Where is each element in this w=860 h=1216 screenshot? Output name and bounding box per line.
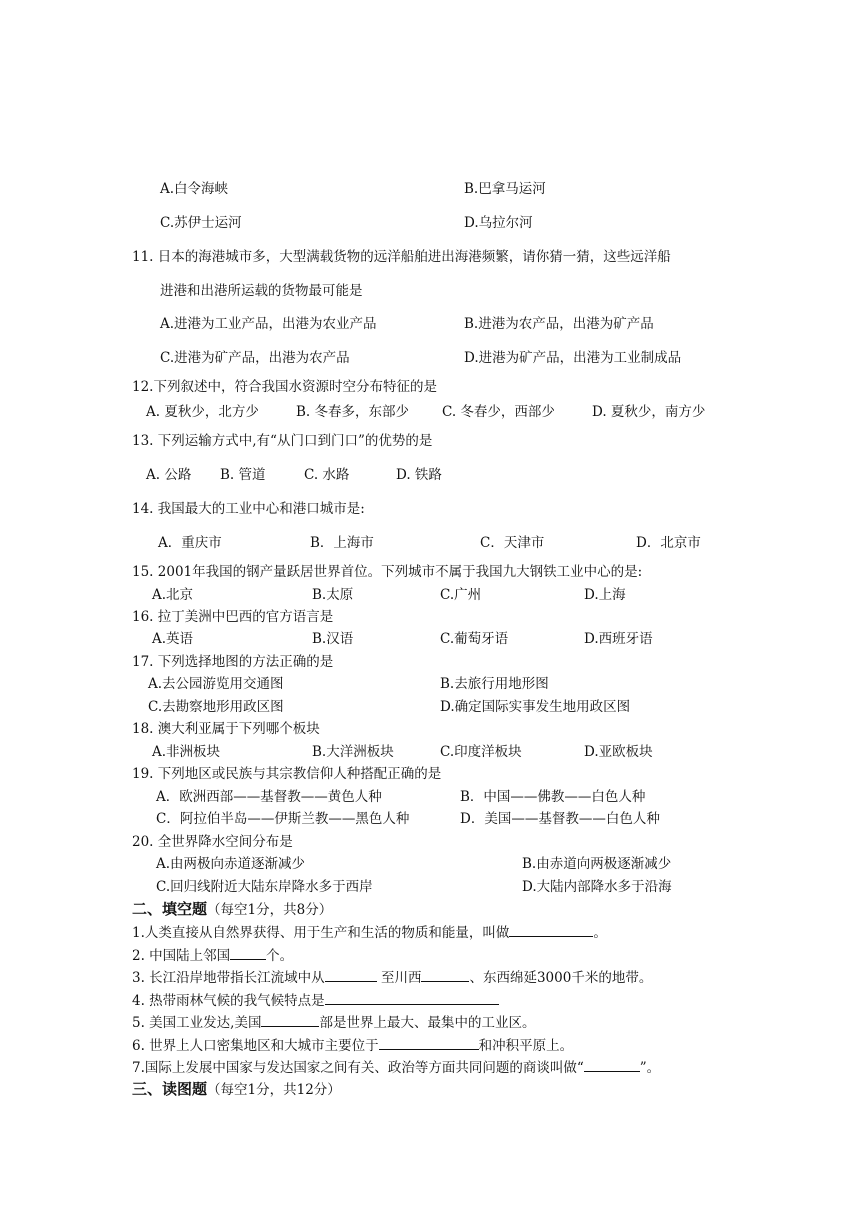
answer-blank[interactable] [379, 1036, 479, 1050]
q15-option-b: B.太原 [312, 587, 354, 603]
q15-stem: 15. 2001年我国的钢产量跃居世界首位。下列城市不属于我国九大钢铁工业中心的是: [132, 564, 643, 580]
q13-option-b: B. 管道 [220, 467, 266, 483]
q12-option-a: A. 夏秋少，北方少 [146, 404, 259, 420]
q14-option-a: A．重庆市 [158, 535, 222, 551]
section2-title: 二、填空题 [132, 900, 208, 918]
q14-option-c: C．天津市 [480, 535, 545, 551]
answer-blank[interactable] [325, 991, 499, 1005]
fill-item-7 [132, 1058, 660, 1077]
fill-item-1 [132, 923, 607, 942]
fill-item-1-text: 1.人类直接从自然界获得、用于生产和生活的物质和能量，叫做 [132, 925, 510, 941]
q12-option-b: B. 冬春多，东部少 [296, 404, 410, 420]
q18-option-d: D.亚欧板块 [584, 744, 653, 760]
q18-option-b: B.大洋洲板块 [312, 744, 394, 760]
q20-option-c: C.回归线附近大陆东岸降水多于西岸 [156, 879, 373, 895]
fill-item-2-text: 2. 中国陆上邻国 [132, 948, 231, 964]
answer-blank[interactable] [325, 968, 377, 982]
q20-option-a: A.由两极向赤道逐渐减少 [156, 856, 306, 872]
fill-item-2 [132, 946, 293, 965]
q19-option-c: C．阿拉伯半岛——伊斯兰教——黑色人种 [156, 811, 410, 827]
fill-item-4-text: 4. 热带雨林气候的我气候特点是 [132, 993, 325, 1009]
fill-item-3-mid: 至川西 [376, 970, 422, 986]
q16-option-d: D.西班牙语 [584, 631, 653, 647]
q14-option-b: B．上海市 [310, 535, 374, 551]
q16-option-a: A.英语 [152, 631, 194, 647]
section3-heading [132, 1080, 341, 1099]
q17-option-b: B.去旅行用地形图 [440, 676, 549, 692]
fill-item-5-end: 部是世界上最大、最集中的工业区。 [319, 1015, 536, 1031]
answer-blank[interactable] [230, 946, 266, 960]
q18-option-a: A.非洲板块 [152, 744, 221, 760]
answer-blank[interactable] [261, 1013, 319, 1027]
q17-option-c: C.去勘察地形用政区图 [148, 699, 284, 715]
answer-blank[interactable] [509, 923, 593, 937]
q11-stem-line1: 11. 日本的海港城市多，大型满载货物的远洋船舶进出海港频繁，请你猜一猜，这些远洋船 [132, 249, 671, 265]
fill-item-2-end: 个。 [266, 948, 294, 964]
q20-stem: 20. 全世界降水空间分布是 [132, 834, 293, 850]
q18-stem: 18. 澳大利亚属于下列哪个板块 [132, 721, 320, 737]
fill-item-5-text: 5. 美国工业发达,美国 [132, 1015, 262, 1031]
q11-option-d: D.进港为矿产品，出港为工业制成品 [464, 350, 682, 366]
fill-item-7-end: ”。 [639, 1060, 661, 1076]
q16-stem: 16. 拉丁美洲中巴西的官方语言是 [132, 609, 334, 625]
fill-item-3-end: 、东西绵延3000千米的地带。 [469, 970, 653, 986]
q16-option-b: B.汉语 [312, 631, 354, 647]
q10-option-d: D.乌拉尔河 [464, 215, 533, 231]
section3-title: 三、读图题 [132, 1080, 208, 1098]
q15-option-c: C.广州 [440, 587, 482, 603]
q20-option-d: D.大陆内部降水多于沿海 [522, 879, 672, 895]
q20-option-b: B.由赤道向两极逐渐减少 [522, 856, 672, 872]
q10-option-b: B.巴拿马运河 [464, 181, 546, 197]
q18-option-c: C.印度洋板块 [440, 744, 522, 760]
q17-stem: 17. 下列选择地图的方法正确的是 [132, 654, 334, 670]
q17-option-d: D.确定国际实事发生地用政区图 [440, 699, 631, 715]
q19-option-d: D．美国——基督教——白色人种 [460, 811, 660, 827]
fill-item-4 [132, 991, 499, 1010]
q13-option-a: A. 公路 [146, 467, 192, 483]
answer-blank[interactable] [421, 968, 469, 982]
fill-item-5 [132, 1013, 535, 1032]
q12-option-c: C. 冬春少，西部少 [442, 404, 555, 420]
q13-option-c: C. 水路 [304, 467, 350, 483]
q14-option-d: D．北京市 [636, 535, 701, 551]
fill-item-6-end: 和冲积平原上。 [478, 1038, 574, 1054]
q15-option-d: D.上海 [584, 587, 626, 603]
answer-blank[interactable] [584, 1058, 640, 1072]
q16-option-c: C.葡萄牙语 [440, 631, 509, 647]
q10-option-a: A.白令海峡 [160, 181, 229, 197]
q11-option-b: B.进港为农产品，出港为矿产品 [464, 316, 654, 332]
q12-stem: 12.下列叙述中，符合我国水资源时空分布特征的是 [132, 379, 437, 395]
fill-item-3-text: 3. 长江沿岸地带指长江流域中从 [132, 970, 325, 986]
q14-stem: 14. 我国最大的工业中心和港口城市是: [132, 501, 365, 517]
q19-option-a: A．欧洲西部——基督教——黄色人种 [156, 789, 382, 805]
q17-option-a: A.去公园游览用交通图 [148, 676, 284, 692]
q11-option-c: C.进港为矿产品，出港为农产品 [160, 350, 350, 366]
q13-stem: 13. 下列运输方式中,有“从门口到门口”的优势的是 [132, 433, 433, 449]
q13-option-d: D. 铁路 [396, 467, 442, 483]
q11-option-a: A.进港为工业产品，出港为农业产品 [160, 316, 377, 332]
fill-item-6-text: 6. 世界上人口密集地区和大城市主要位于 [132, 1038, 379, 1054]
q19-stem: 19. 下列地区或民族与其宗教信仰人种搭配正确的是 [132, 766, 442, 782]
q19-option-b: B．中国——佛教——白色人种 [460, 789, 646, 805]
section2-note: （每空1分，共8分） [207, 902, 333, 918]
q10-option-c: C.苏伊士运河 [160, 215, 242, 231]
fill-item-3 [132, 968, 652, 987]
q12-option-d: D. 夏秋少，南方少 [592, 404, 706, 420]
fill-item-6 [132, 1036, 573, 1055]
section3-note: （每空1分，共12分） [207, 1082, 341, 1098]
q11-stem-line2: 进港和出港所运载的货物最可能是 [160, 283, 363, 299]
fill-item-7-text: 7.国际上发展中国家与发达国家之间有关、政治等方面共同问题的商谈叫做“ [132, 1060, 584, 1076]
fill-item-1-end: 。 [593, 925, 607, 941]
section2-heading [132, 900, 332, 919]
q15-option-a: A.北京 [152, 587, 194, 603]
